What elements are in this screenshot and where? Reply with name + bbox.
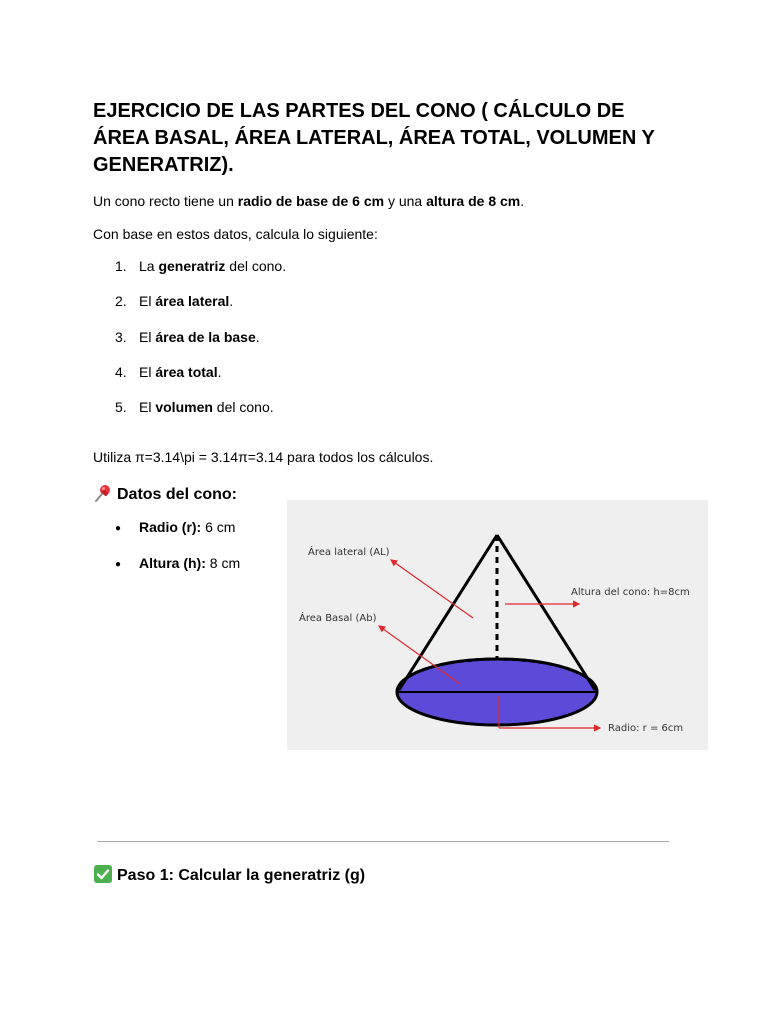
cone-diagram — [287, 500, 708, 750]
label-radio: Radio: r = 6cm — [608, 723, 684, 734]
task-item: 2. El área lateral. — [115, 293, 234, 309]
paso1-heading: Paso 1: Calcular la generatriz (g) — [93, 864, 365, 887]
datos-item-radio: ● Radio (r): 6 cm — [115, 519, 236, 535]
intro-paragraph: Un cono recto tiene un radio de base de 6 cm y una altura de 8 cm. — [93, 193, 525, 209]
instruction-paragraph: Con base en estos datos, calcula lo siguiente: — [93, 226, 378, 242]
cone-svg — [287, 500, 708, 750]
pushpin-icon — [93, 483, 113, 503]
horizontal-divider — [97, 841, 669, 842]
check-mark-icon — [93, 864, 113, 884]
datos-heading: Datos del cono: — [93, 483, 237, 506]
pi-note: Utiliza π=3.14\pi = 3.14π=3.14 para todos los cálculos. — [93, 449, 434, 465]
label-area-basal: Área Basal (Ab) — [299, 613, 377, 624]
label-area-lateral: Área lateral (AL) — [308, 547, 390, 558]
task-item: 5. El volumen del cono. — [115, 399, 274, 415]
task-item: 4. El área total. — [115, 364, 222, 380]
datos-item-altura: ● Altura (h): 8 cm — [115, 555, 241, 571]
task-item: 3. El área de la base. — [115, 329, 260, 345]
task-item: 1. La generatriz del cono. — [115, 258, 287, 274]
page-title: EJERCICIO DE LAS PARTES DEL CONO ( CÁLCULO DE ÁREA BASAL, ÁREA LATERAL, ÁREA TOTAL, VOLUMEN Y GENERATRIZ). — [93, 100, 655, 176]
label-altura: Altura del cono: h=8cm — [571, 587, 690, 598]
